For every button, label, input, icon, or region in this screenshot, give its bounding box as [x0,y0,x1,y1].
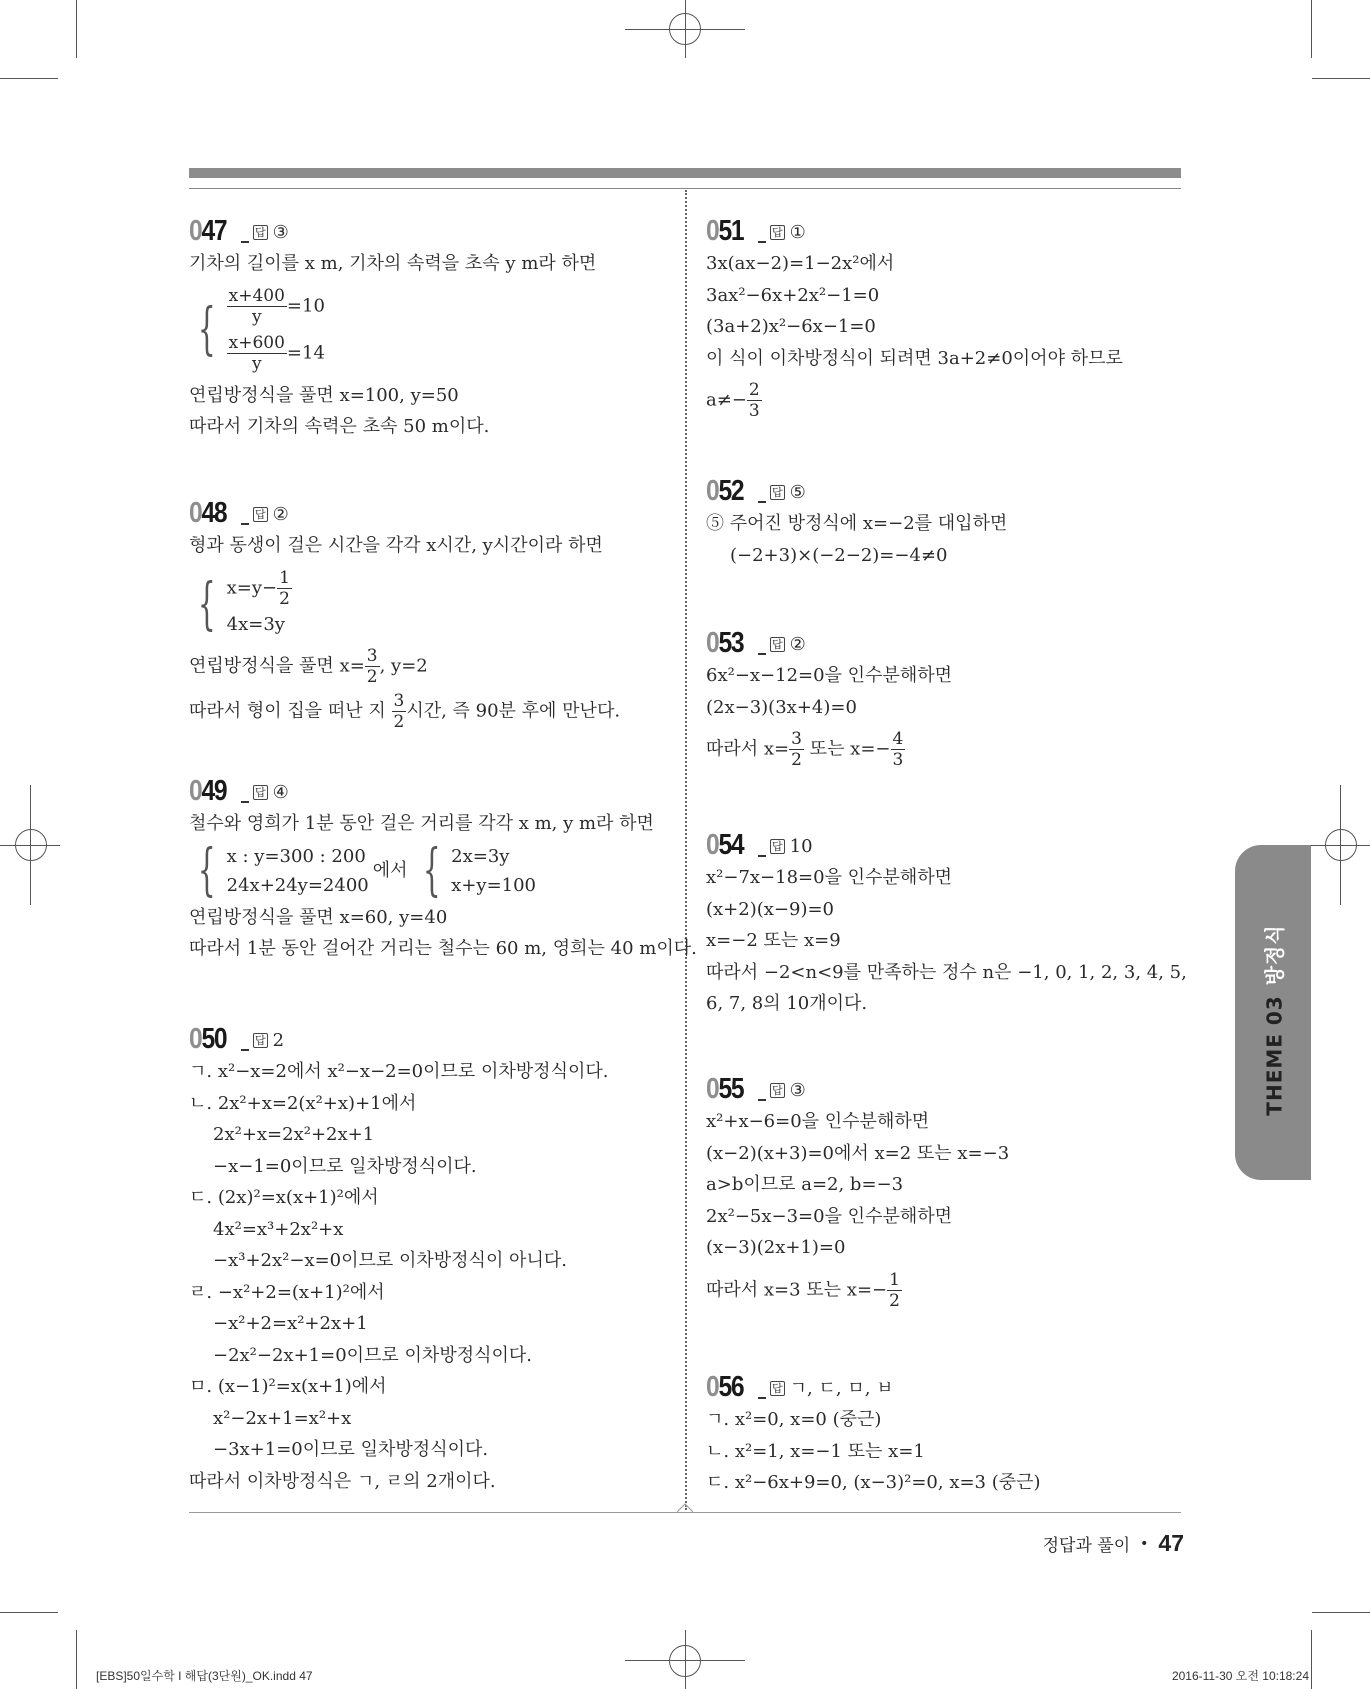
print-slug-file: [EBS]50일수학 I 해답(3단원)_OK.indd 47 [96,1669,313,1683]
solution-line: ㄷ. x²−6x+9=0, (x−3)²=0, x=3 (중근) [706,1472,1041,1493]
answer-value: 2 [272,1030,285,1051]
problem-number: 053 [706,627,744,659]
problem-047 [189,208,669,443]
solution-line: 따라서 x=3 또는 x=− $\frac{1}{2}$ [706,1269,900,1311]
answer-value: ④ [272,782,289,803]
problem-header [706,620,1186,658]
answer-value: ② [272,504,289,525]
problem-header [706,468,1186,506]
solution-line: 연립방정식을 풀면 x=100, y=50 [189,384,459,406]
solution-line: (3a+2)x²−6x−1=0 [706,316,876,337]
problem-header [706,1364,1186,1402]
solution-line: −2x²−2x+1=0이므로 이차방정식이다. [213,1344,532,1366]
solution-line: ㄷ. (2x)²=x(x+1)²에서 [189,1187,379,1208]
solution-line: ㄴ. x²=1, x=−1 또는 x=1 [706,1440,925,1462]
divider-notch-icon [677,1503,693,1513]
answer-badge: 답 [772,1084,783,1097]
solution-line: 2x²−5x−3=0을 인수분해하면 [706,1205,953,1227]
problem-056 [706,1364,1186,1499]
equation-system: { $\frac{x+400}{y}$ =10 $\frac{x+600}{y}$ =14 [197,285,325,374]
crop-mark [1311,1630,1312,1689]
problem-054 [706,822,1186,1020]
solution-line: (x−3)(2x+1)=0 [706,1237,846,1258]
problem-header [706,822,1186,860]
column-divider [685,190,687,1510]
crop-mark [1311,845,1370,846]
solution-line: 연립방정식을 풀면 x= $\frac{3}{2}$ , y=2 [189,645,428,687]
answer-value: ⑤ [789,482,806,503]
problem-header [189,490,669,528]
answer-badge: 답 [772,1382,783,1395]
solution-line: −x−1=0이므로 일차방정식이다. [213,1155,477,1177]
problem-number: 049 [189,775,227,807]
header-gray-bar [189,168,1181,178]
answer-badge: 답 [255,786,266,799]
answer-badge: 답 [772,486,783,499]
solution-line: 이 식이 이차방정식이 되려면 3a+2≠0이어야 하므로 [706,347,1123,369]
problem-header [706,1066,1186,1104]
problem-number: 055 [706,1073,744,1105]
crop-mark [0,78,58,79]
solution-line: ㄱ. x²=0, x=0 (중근) [706,1409,882,1430]
solution-line: −3x+1=0이므로 일차방정식이다. [213,1439,489,1460]
bullet-separator: • [1140,1535,1149,1552]
crop-mark [1312,1612,1370,1613]
solution-line: ㄹ. −x²+2=(x+1)²에서 [189,1281,385,1303]
solution-line: 6, 7, 8의 10개이다. [706,993,868,1014]
problem-number: 047 [189,215,227,247]
answer-badge: 답 [772,226,783,239]
problem-number: 050 [189,1023,227,1055]
crop-mark [0,845,60,846]
answer-value: 10 [789,836,813,857]
theme-tab [1235,845,1311,1180]
solution-line: 형과 동생이 걸은 시간을 각각 x시간, y시간이라 하면 [189,535,603,556]
problem-050 [189,1016,669,1497]
theme-title: 방정식 [1262,924,1287,986]
solution-line: 3ax²−6x+2x²−1=0 [706,284,880,306]
solution-line: x²−7x−18=0을 인수분해하면 [706,867,953,888]
answer-value: ③ [789,1080,806,1101]
problem-049 [189,768,697,965]
answer-badge: 답 [772,840,783,853]
solution-line: ⑤ 주어진 방정식에 x=−2를 대입하면 [706,513,1008,534]
crop-mark [76,0,77,58]
crop-mark [1312,78,1370,79]
crop-mark [76,1630,77,1689]
answer-badge: 답 [255,508,266,521]
answer-value: ③ [272,222,289,243]
solution-line: 6x²−x−12=0을 인수분해하면 [706,665,953,686]
solution-line: 철수와 영희가 1분 동안 걸은 거리를 각각 x m, y m라 하면 [189,813,654,834]
header-rule [189,188,1181,189]
crop-mark [625,1660,745,1661]
answer-badge: 답 [255,226,266,239]
solution-line: 따라서 x= $\frac{3}{2}$ 또는 x=− $\frac{4}{3}$ [706,729,904,770]
solution-line: 2x²+x=2x²+2x+1 [213,1124,375,1145]
crop-mark [625,29,745,30]
solution-line: 연립방정식을 풀면 x=60, y=40 [189,906,448,928]
problem-header [189,208,669,246]
solution-line: x²−2x+1=x²+x [213,1407,352,1429]
solution-line: (x−2)(x+3)=0에서 x=2 또는 x=−3 [706,1142,1010,1164]
solution-line: (2x−3)(3x+4)=0 [706,696,857,718]
crop-mark [1311,0,1312,58]
brace-icon: { [422,837,441,903]
equation-system: { x : y=300 : 200 24x+24y=2400 에서 { 2x=3y x+y=100 [197,837,537,903]
solution-line: 따라서 기차의 속력은 초속 50 m이다. [189,416,490,437]
answer-badge: 답 [255,1034,266,1047]
theme-tab-label [1259,924,1288,1115]
solution-line: a>b이므로 a=2, b=−3 [706,1174,904,1195]
answer-badge: 답 [772,638,783,651]
solution-line: x²+x−6=0을 인수분해하면 [706,1111,930,1132]
page-number: 47 [1158,1530,1184,1556]
problem-number: 054 [706,829,744,861]
problem-header [706,208,1186,246]
problem-header [189,768,669,806]
page-footer [1043,1530,1184,1557]
problem-number: 048 [189,497,227,529]
solution-line: 따라서 이차방정식은 ㄱ, ㄹ의 2개이다. [189,1470,496,1492]
solution-line: ㄴ. 2x²+x=2(x²+x)+1에서 [189,1092,417,1114]
solution-line: 4x²=x³+2x²+x [213,1218,344,1240]
answer-value: ② [789,634,806,655]
solution-line: a≠− $\frac{2}{3}$ [706,380,760,421]
footer-section-label: 정답과 풀이 [1042,1536,1131,1556]
solution-line: −x³+2x²−x=0이므로 이차방정식이 아니다. [213,1250,567,1271]
print-slug-timestamp: 2016-11-30 오전 10:18:24 [1171,1669,1309,1683]
answer-value: ① [789,222,806,243]
solution-line: 기차의 길이를 x m, 기차의 속력을 초속 y m라 하면 [189,253,597,274]
problem-055 [706,1066,1186,1311]
crop-mark [0,1612,58,1613]
theme-number: THEME 03 [1262,995,1287,1116]
problem-052 [706,468,1186,571]
brace-icon: { [197,296,216,362]
solution-line: (x+2)(x−9)=0 [706,898,834,920]
solution-line: (−2+3)×(−2−2)=−4≠0 [730,544,948,566]
answer-value: ㄱ, ㄷ, ㅁ, ㅂ [789,1378,894,1399]
solution-line: 따라서 형이 집을 떠난 지 $\frac{3}{2}$ 시간, 즉 90분 후에 만난다. [189,690,621,732]
solution-line: 따라서 −2<n<9를 만족하는 정수 n은 −1, 0, 1, 2, 3, 4, 5, [706,961,1187,983]
problem-header [189,1016,669,1054]
brace-icon: { [197,837,216,903]
solution-line: ㅁ. (x−1)²=x(x+1)에서 [189,1376,387,1397]
problem-number: 056 [706,1371,744,1403]
solution-line: −x²+2=x²+2x+1 [213,1313,368,1334]
solution-line: 3x(ax−2)=1−2x²에서 [706,253,895,274]
solution-line: ㄱ. x²−x=2에서 x²−x−2=0이므로 이차방정식이다. [189,1061,609,1082]
equation-system: { x=y− $\frac{1}{2}$ 4x=3y [197,568,290,637]
solution-line: x=−2 또는 x=9 [706,930,841,951]
problem-number: 052 [706,475,744,507]
brace-icon: { [197,571,216,637]
problem-048 [189,490,669,732]
problem-053 [706,620,1186,770]
problem-number: 051 [706,215,744,247]
problem-051 [706,208,1186,421]
solution-line: 따라서 1분 동안 걸어간 거리는 철수는 60 m, 영희는 40 m이다. [189,938,697,959]
